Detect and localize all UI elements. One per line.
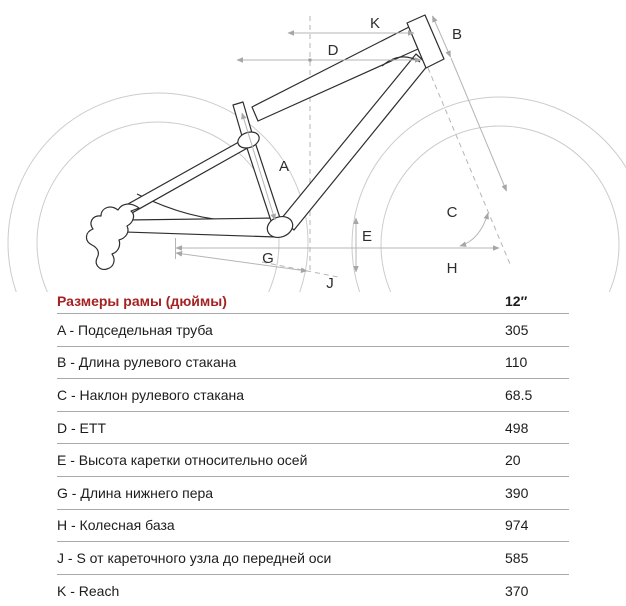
table-row (57, 314, 569, 347)
bike-frame (86, 15, 444, 269)
row-label: D - ETT (57, 419, 106, 436)
frame-size-table (57, 288, 569, 606)
steering-axis-extension-line (451, 58, 507, 191)
table-title: Размеры рамы (дюймы) (57, 292, 227, 309)
dim-label-j: J (326, 275, 334, 292)
dim-label-h: H (446, 260, 458, 277)
dim-crossing-dot (309, 59, 312, 62)
row-label: C - Наклон рулевого стакана (57, 386, 245, 403)
frame-geometry-diagram (0, 0, 626, 292)
dim-label-k: K (369, 15, 381, 32)
row-value: 68.5 (505, 386, 533, 403)
table-row (57, 575, 569, 606)
row-label: H - Колесная база (57, 517, 175, 534)
dim-label-a: A (278, 158, 290, 175)
table-row (57, 444, 569, 477)
row-value: 585 (505, 549, 529, 566)
row-value: 110 (505, 354, 528, 371)
row-label: E - Высота каретки относительно осей (57, 452, 308, 469)
dim-label-b: B (451, 26, 463, 43)
table-size-value: 12″ (505, 292, 528, 309)
dim-label-e: E (361, 228, 373, 245)
chainstay (125, 218, 277, 237)
row-value: 498 (505, 419, 529, 436)
dim-label-g: G (262, 250, 274, 267)
row-value: 370 (505, 582, 529, 599)
row-label: A - Подседельная труба (57, 321, 213, 338)
seat-post (233, 102, 252, 136)
table-row (57, 412, 569, 445)
seat-stay (119, 138, 251, 218)
table-header-row (57, 288, 569, 314)
row-value: 305 (505, 321, 529, 338)
row-value: 390 (505, 484, 529, 501)
row-label: J - S от кареточного узла до передней оси (57, 549, 332, 566)
table-row (57, 477, 569, 510)
dim-label-c: C (446, 204, 458, 221)
rear-dropout (86, 204, 139, 269)
table-row (57, 510, 569, 543)
row-value: 974 (505, 517, 529, 534)
dim-label-d: D (327, 42, 339, 59)
table-row (57, 542, 569, 575)
front-wheel-inner-arc (381, 126, 619, 292)
table-row (57, 347, 569, 380)
row-label: B - Длина рулевого стакана (57, 354, 237, 371)
table-row (57, 379, 569, 412)
dim-line-a (242, 113, 275, 220)
row-value: 20 (505, 452, 521, 469)
row-label: K - Reach (57, 582, 120, 599)
row-label: G - Длина нижнего пера (57, 484, 214, 501)
dim-line-g (176, 253, 307, 271)
dim-arc-c-head-angle (460, 213, 488, 246)
